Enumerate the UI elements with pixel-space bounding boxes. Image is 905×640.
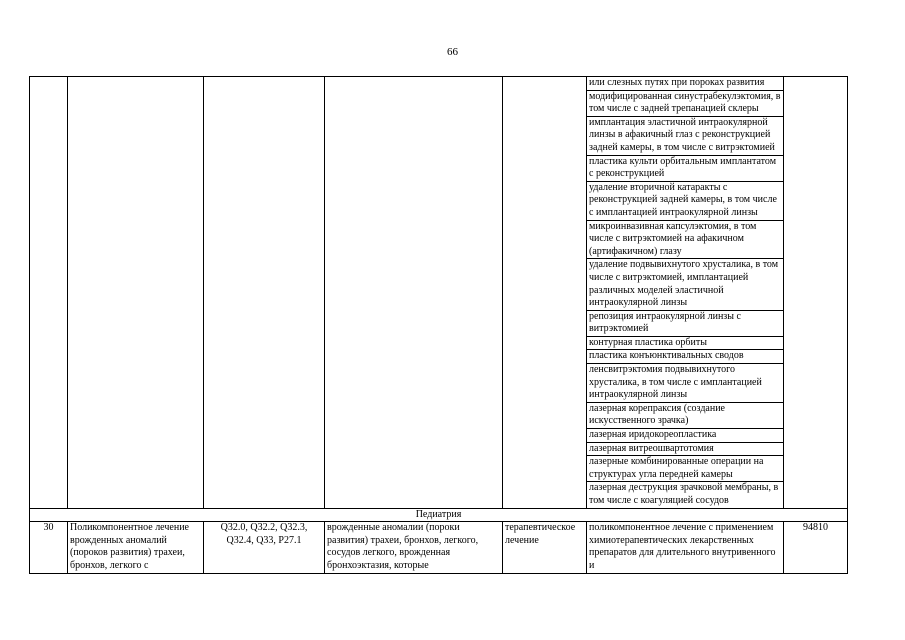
care-name: Поликомпонентное лечение врожденных аномалий (пороков развития) трахеи, бронхов, легкого с [68,522,204,573]
model-cell [325,77,503,509]
page-number: 66 [447,46,458,58]
patient-model: врожденные аномалии (пороки развития) трахеи, бронхов, легкого, сосудов легкого, врожденная бронхоэктазия, которые [325,522,503,573]
method-cell: удаление вторичной катаракты с реконструкцией задней камеры, в том числе с имплантацией интраокулярной линзы [587,181,784,220]
method-cell: модифицированная синустрабекулэктомия, в том числе с задней трепанацией склеры [587,90,784,116]
row-number: 30 [30,522,68,573]
method-cell: имплантация эластичной интраокулярной линзы в афакичный глаз с реконструкцией задней камеры, в том числе с витрэктомией [587,116,784,155]
method-cell: лазерная деструкция зрачковой мембраны, в том числе с коагуляцией сосудов [587,482,784,508]
method-cell: контурная пластика орбиты [587,336,784,350]
icd-codes: Q32.0, Q32.2, Q32.3, Q32.4, Q33, P27.1 [204,522,325,573]
section-title: Педиатрия [30,508,848,522]
section-row [30,508,848,522]
method-cell: лазерные комбинированные операции на структурах угла передней камеры [587,456,784,482]
treatment-method: поликомпонентное лечение с применением химиотерапевтических лекарственных препаратов для длительного внутривенного и [587,522,784,573]
method-cell: лазерная витреошвартотомия [587,442,784,456]
method-cell: лазерная корепраксия (создание искусственного зрачка) [587,402,784,428]
number-cell [30,77,68,509]
treatment-type: терапевтическое лечение [503,522,587,573]
price-cell [784,77,848,509]
method-cell: ленсвитрэктомия подвывихнутого хрусталика, в том числе с имплантацией интраокулярной линзы [587,364,784,403]
method-cell: репозиция интраокулярной линзы с витрэктомией [587,310,784,336]
treatment-type-cell [503,77,587,509]
method-cell: пластика конъюнктивальных сводов [587,350,784,364]
care-types-table [29,76,848,574]
method-cell: лазерная иридокореопластика [587,429,784,443]
price-value: 94810 [784,522,848,573]
table-row [30,522,848,573]
method-cell: микроинвазивная капсулэктомия, в том числе с витрэктомией на афакичном (артифакичном) глазу [587,220,784,259]
method-cell: или слезных путях при пороках развития [587,77,784,91]
codes-cell [204,77,325,509]
method-cell: удаление подвывихнутого хрусталика, в том числе с витрэктомией, имплантацией различных моделей эластичной интраокулярной линзы [587,259,784,310]
name-cell [68,77,204,509]
table-row [30,77,848,91]
method-cell: пластика культи орбитальным имплантатом с реконструкцией [587,155,784,181]
